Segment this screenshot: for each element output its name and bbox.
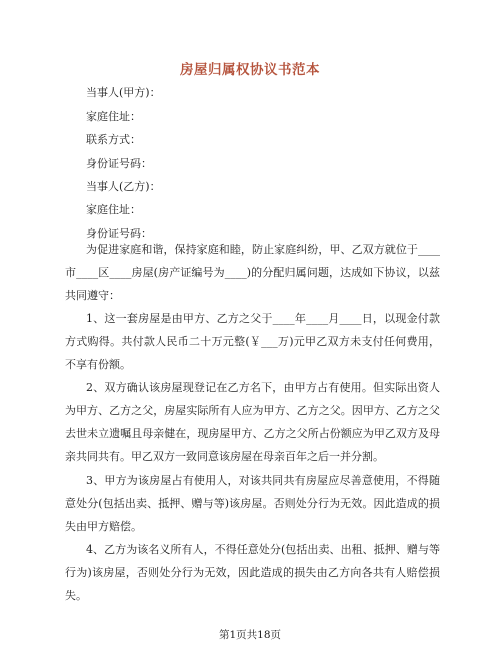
field-address-b: 家庭住址： <box>86 203 141 216</box>
paragraph-intro: 为促进家庭和谐，保持家庭和睦，防止家庭纠纷，甲、乙双方就位于____市____区____房屋(房产证编号为____)的分配归属问题，达成如下协议，以兹共同遵守： <box>65 243 440 302</box>
field-id-b: 身份证号码： <box>86 227 152 240</box>
paragraph-clause-1: 1、这一套房屋是由甲方、乙方之父于____年____月____日，以现金付款方式购得。共付款人民币二十万元整(￥___万)元甲乙双方未支付任何费用，不享有份额。 <box>65 312 440 371</box>
field-address-a: 家庭住址： <box>86 110 141 123</box>
field-id-a: 身份证号码： <box>86 157 152 170</box>
paragraph-clause-3: 3、甲方为该房屋占有使用人，对该共同共有房屋应尽善意使用，不得随意处分(包括出卖、抵押、赠与等)该房屋。否则处分行为无效。因此造成的损失由甲方赔偿。 <box>65 474 440 533</box>
page-title: 房屋归属权协议书范本 <box>180 62 320 78</box>
field-party-b: 当事人(乙方)： <box>86 180 161 193</box>
page-number-footer: 第1页共18页 <box>218 629 282 641</box>
paragraph-clause-4: 4、乙方为该名义所有人，不得任意处分(包括出卖、出租、抵押、赠与等行为)该房屋，否则处分行为无效，因此造成的损失由乙方向各共有人赔偿损失。 <box>65 543 440 602</box>
field-party-a: 当事人(甲方)： <box>86 86 161 99</box>
field-contact-a: 联系方式： <box>86 133 141 146</box>
paragraph-clause-2: 2、双方确认该房屋现登记在乙方名下，由甲方占有使用。但实际出资人为甲方、乙方之父，房屋实际所有人应为甲方、乙方之父。因甲方、乙方之父去世未立遗嘱且母亲健在，现房屋甲方、乙方之父所占份额应为甲乙双方及母亲共同共有。甲乙双方一致同意该房屋在母亲百年之后一并分割。 <box>65 381 440 463</box>
